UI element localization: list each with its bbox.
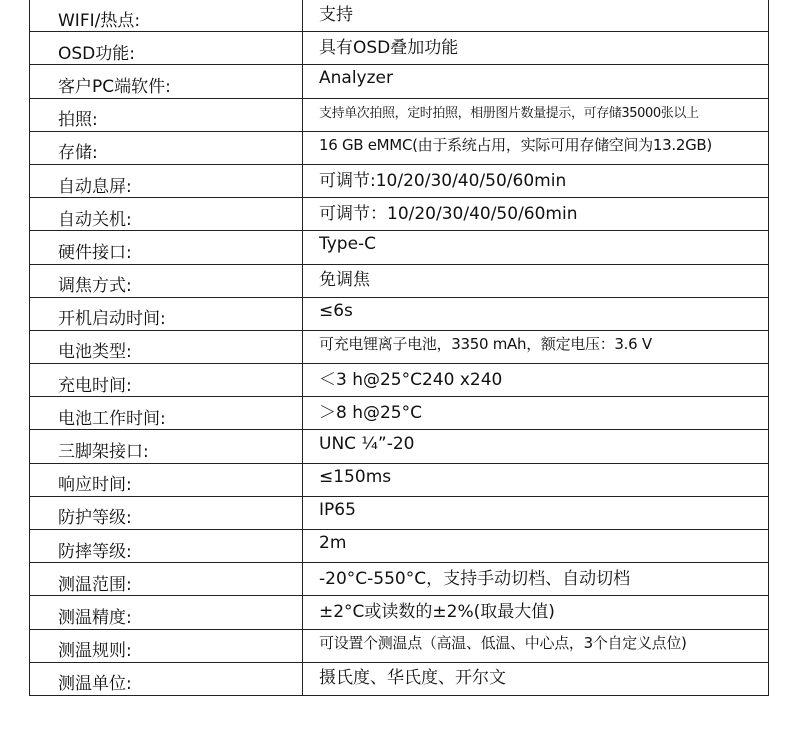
spec-value: IP65 [303,496,769,529]
table-row [30,397,769,430]
spec-label: OSD功能: [30,32,303,65]
spec-label: 三脚架接口: [30,430,303,463]
spec-label: 开机启动时间: [30,297,303,330]
spec-label: 硬件接口: [30,231,303,264]
spec-value: 具有OSD叠加功能 [303,32,769,65]
spec-label: 测温规则: [30,629,303,662]
table-row [30,297,769,330]
spec-value: 摄氏度、华氏度、开尔文 [303,662,769,695]
table-row [30,198,769,231]
spec-value: ±2°C或读数的±2%(取最大值) [303,596,769,629]
table-row [30,364,769,397]
spec-value: 可设置个测温点（高温、低温、中心点，3个自定义点位) [303,629,769,662]
table-row [30,0,769,32]
table-row [30,330,769,363]
table-row [30,596,769,629]
spec-label: 自动息屏: [30,164,303,197]
spec-value: 2m [303,530,769,563]
spec-label: 自动关机: [30,198,303,231]
spec-value: ＞8 h@25°C [303,397,769,430]
table-row [30,463,769,496]
spec-value: ≤6s [303,297,769,330]
spec-value: Analyzer [303,65,769,98]
table-row [30,563,769,596]
spec-value: 支持 [303,0,769,32]
spec-label: 测温范围: [30,563,303,596]
spec-label: 测温单位: [30,662,303,695]
table-row [30,264,769,297]
table-row [30,231,769,264]
spec-label: WIFI/热点: [30,0,303,32]
spec-value: 支持单次拍照，定时拍照，相册图片数量提示，可存储35000张以上 [303,98,769,131]
spec-label: 拍照: [30,98,303,131]
table-row [30,131,769,164]
spec-label: 电池类型: [30,330,303,363]
table-row [30,662,769,695]
table-row [30,98,769,131]
spec-label: 电池工作时间: [30,397,303,430]
spec-value: ＜3 h@25°C240 x240 [303,364,769,397]
spec-value: ≤150ms [303,463,769,496]
table-row [30,65,769,98]
spec-label: 调焦方式: [30,264,303,297]
table-row [30,530,769,563]
table-row [30,32,769,65]
spec-value: 可调节：10/20/30/40/50/60min [303,198,769,231]
spec-value: UNC ¼”-20 [303,430,769,463]
spec-value: 可充电锂离子电池，3350 mAh，额定电压：3.6 V [303,330,769,363]
spec-value: Type-C [303,231,769,264]
spec-value: 可调节:10/20/30/40/50/60min [303,164,769,197]
spec-label: 测温精度: [30,596,303,629]
spec-label: 响应时间: [30,463,303,496]
spec-label: 客户PC端软件: [30,65,303,98]
table-row [30,164,769,197]
table-row [30,496,769,529]
spec-value: 免调焦 [303,264,769,297]
spec-label: 存储: [30,131,303,164]
spec-label: 防摔等级: [30,530,303,563]
spec-label: 防护等级: [30,496,303,529]
spec-table [29,0,769,696]
spec-label: 充电时间: [30,364,303,397]
table-row [30,430,769,463]
spec-value: 16 GB eMMC(由于系统占用，实际可用存储空间为13.2GB) [303,131,769,164]
spec-value: -20°C-550°C，支持手动切档、自动切档 [303,563,769,596]
table-row [30,629,769,662]
